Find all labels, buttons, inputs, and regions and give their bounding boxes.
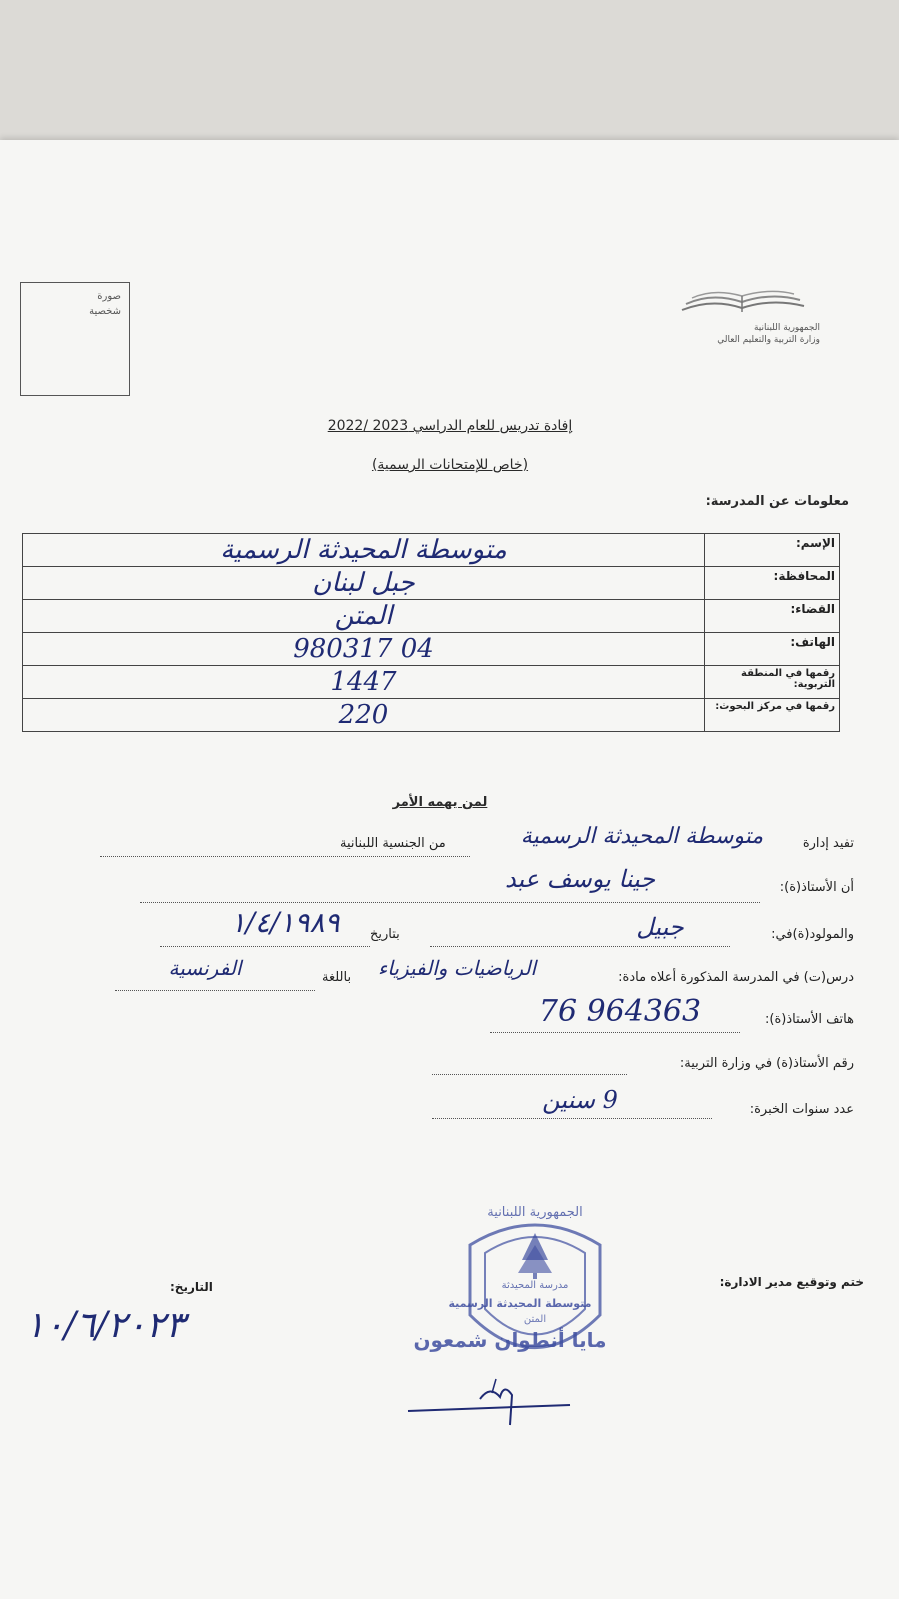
school-info-heading: معلومات عن المدرسة: — [705, 494, 849, 509]
table-row — [23, 534, 840, 567]
official-stamp — [440, 1205, 630, 1385]
ministry-name: الجمهورية اللبنانية وزارة التربية والتعليم العالي — [717, 323, 820, 345]
line1-suffix: من الجنسية اللبنانية — [340, 836, 446, 851]
dotted-line — [160, 946, 370, 947]
line4-lang-value: الفرنسية — [168, 956, 242, 980]
date-label: التاريخ: — [170, 1280, 213, 1294]
line5-label: هاتف الأستاذ(ة): — [765, 1012, 854, 1027]
row-value: المتن — [23, 600, 705, 633]
line7-value: 9 سنين — [542, 1086, 618, 1114]
row-value: جبل لبنان — [23, 567, 705, 600]
row-label: الإسم: — [705, 534, 840, 567]
stamp-signature-label: ختم وتوقيع مدير الادارة: — [719, 1275, 864, 1289]
dotted-line — [432, 1118, 712, 1119]
line4-value: الرياضيات والفيزياء — [377, 956, 537, 980]
row-label: رقمها في مركز البحوث: — [705, 699, 840, 732]
principal-name-stamp: مايا أنطوان شمعون — [413, 1328, 607, 1352]
stamp-inner-line1: مدرسة المحيدثة — [501, 1280, 569, 1291]
line7-label: عدد سنوات الخبرة: — [749, 1102, 854, 1117]
dotted-line — [432, 1074, 627, 1075]
row-label: المحافظة: — [705, 567, 840, 600]
line1-value: متوسطة المحيدثة الرسمية — [520, 824, 764, 849]
line3-label: والمولود(ة)في: — [771, 927, 854, 942]
to-whom-heading: لمن يهمه الأمر — [392, 795, 488, 810]
line2-label: أن الأستاذ(ة): — [779, 880, 854, 895]
stamp-top-text: الجمهورية اللبنانية — [487, 1205, 583, 1220]
document-subtitle: (خاص للإمتحانات الرسمية) — [371, 457, 529, 473]
dotted-line — [430, 946, 730, 947]
dotted-line — [100, 856, 470, 857]
document-title: إفادة تدريس للعام الدراسي 2023 /2022 — [327, 418, 573, 434]
photo-label: صورة شخصية — [89, 291, 121, 317]
photo-placeholder-box — [20, 282, 130, 396]
row-value: 04 980317 — [23, 633, 705, 666]
dotted-line — [115, 990, 315, 991]
open-book-icon — [672, 282, 812, 322]
cedar-tree-icon — [518, 1233, 552, 1279]
table-row — [23, 666, 840, 699]
table-row — [23, 699, 840, 732]
principal-signature — [400, 1375, 580, 1435]
line4-lang-label: باللغة — [322, 970, 352, 985]
table-row — [23, 567, 840, 600]
line2-value: جينا يوسف عبد — [504, 865, 656, 893]
line3-date-value: ١/٤/١٩٨٩ — [230, 906, 340, 939]
row-label: رقمها في المنطقة التربوية: — [705, 666, 840, 699]
date-value: ١٠/٦/٢٠٢٣ — [25, 1305, 185, 1346]
stamp-inner-line2: متوسطة المحيدثة الرسمية — [448, 1297, 592, 1310]
dotted-line — [490, 1032, 740, 1033]
table-row — [23, 633, 840, 666]
line5-value: 76 964363 — [538, 994, 702, 1029]
line3-date-label: بتاريخ — [370, 927, 400, 942]
line3-value: جبيل — [636, 913, 684, 941]
dotted-line — [140, 902, 760, 903]
line6-label: رقم الأستاذ(ة) في وزارة التربية: — [679, 1056, 854, 1071]
table-row — [23, 600, 840, 633]
row-value: متوسطة المحيدثة الرسمية — [23, 534, 705, 567]
row-value: 1447 — [23, 666, 705, 699]
row-value: 220 — [23, 699, 705, 732]
row-label: الهاتف: — [705, 633, 840, 666]
line1-label: تفيد إدارة — [802, 836, 854, 851]
stamp-inner-line3: المتن — [523, 1314, 547, 1325]
line4-label: درس(ت) في المدرسة المذكورة أعلاه مادة: — [618, 970, 854, 985]
row-label: القضاء: — [705, 600, 840, 633]
school-info-table — [22, 533, 840, 732]
